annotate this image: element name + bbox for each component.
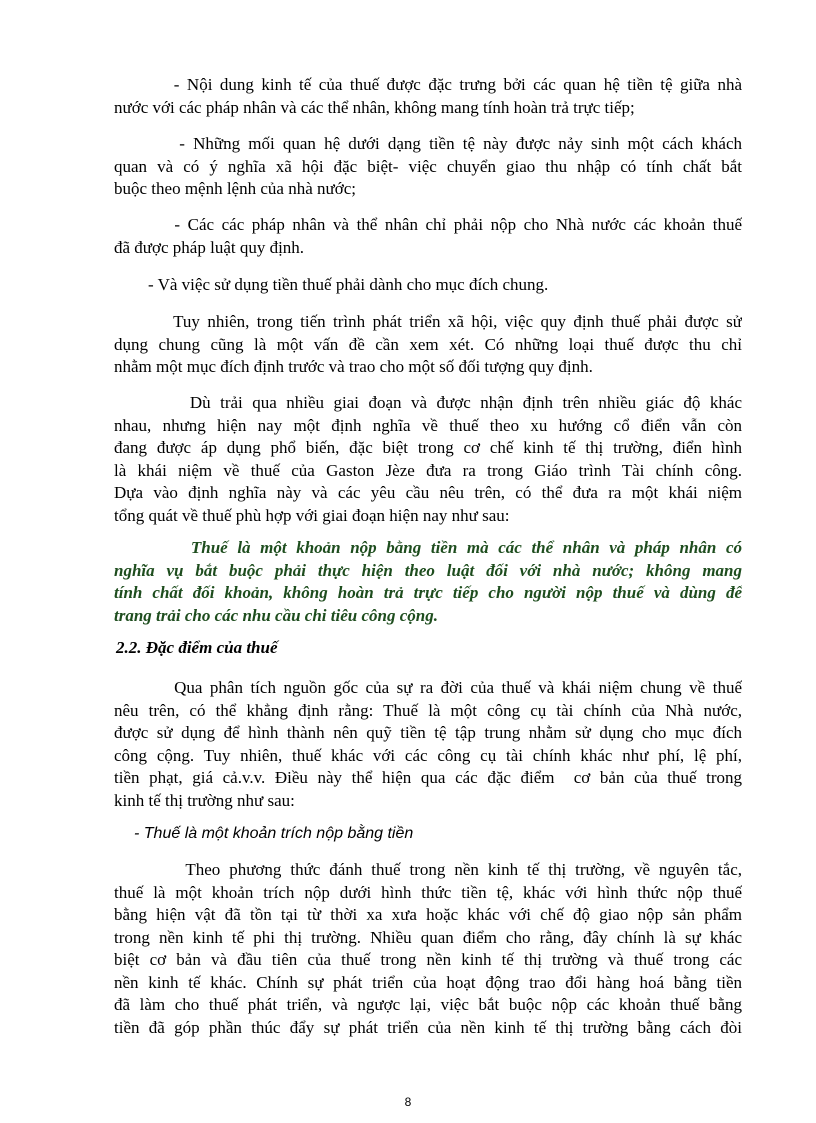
paragraph-1 [114,74,742,119]
text-line: nêu trên, có thể khẳng định rằng: Thuế là một công cụ tài chính của Nhà nước, [114,700,742,720]
text-line: đã làm cho thuế phát triển, và ngược lại, việc bắt buộc nộp các khoản thuế bằng [114,995,742,1014]
text-line: nghĩa vụ bắt buộc phải thực hiện theo luật đối với nhà nước; không mang [114,560,742,580]
text-line: đang được áp dụng phổ biến, đặc biệt trong cơ chế kinh tế thị trường, điển hình [114,438,742,457]
text-line: kinh tế thị trường như sau: [114,790,295,810]
text-line: - Và việc sử dụng tiền thuế phải dành cho mục đích chung. [114,275,549,294]
text-line: được sử dụng để hình thành nên quỹ tiền tệ tập trung nhằm sử dụng cho mục đích [114,723,742,742]
text-line: Theo phương thức đánh thuế trong nền kinh tế thị trường, về nguyên tắc, [114,860,742,879]
text-line: Tuy nhiên, trong tiến trình phát triển xã hội, việc quy định thuế phải được sử [114,312,742,331]
text-line: tổng quát về thuế phù hợp với giai đoạn hiện nay như sau: [114,505,510,525]
paragraph-3 [114,214,742,259]
text-line: - Nội dung kinh tế của thuế được đặc trưng bởi các quan hệ tiền tệ giữa nhà [114,75,742,94]
text-line: Dù trải qua nhiều giai đoạn và được nhận định trên nhiều giác độ khác [114,393,742,412]
text-line: Dựa vào định nghĩa này và các yêu cầu nêu trên, có thể đưa ra một khái niệm [114,483,742,502]
paragraph-5 [114,311,742,379]
text-line: tiền phạt, giá cả.v.v. Điều này thể hiện qua các đặc điểm cơ bản của thuế trong [114,768,742,787]
paragraph-2 [114,133,742,201]
page-number: 8 [404,1095,412,1109]
text-line: thuế là một khoản trích nộp dưới hình thức tiền tệ, khác với hình thức nộp thuế [114,882,742,902]
text-line: trong nền kinh tế phi thị trường. Nhiều quan điểm cho rằng, đây chính là sự khác [114,927,742,947]
text-line: nền kinh tế khác. Chính sự phát triển của hoạt động trao đổi hàng hoá bằng tiền [114,972,742,992]
text-line: - Những mối quan hệ dưới dạng tiền tệ này được nảy sinh một cách khách [114,134,742,153]
paragraph-4 [114,274,742,297]
text-line: dụng chung cũng là một vấn đề cần xem xét. Có những loại thuế được thu chỉ [114,334,742,354]
section-heading: 2.2. Đặc điểm của thuế [116,638,278,657]
text-line: Qua phân tích nguồn gốc của sự ra đời của thuế và khái niệm chung về thuế [114,678,742,697]
text-line: - Các các pháp nhân và thể nhân chỉ phải nộp cho Nhà nước các khoản thuế [114,215,742,234]
final-paragraph [114,859,742,1039]
text-line: là khái niệm về thuế của Gaston Jèze đưa ra trong Giáo trình Tài chính công. [114,460,742,480]
text-line: buộc theo mệnh lệnh của nhà nước; [114,179,356,198]
text-line: nhau, nhưng hiện nay một định nghĩa về thuế theo xu hướng cổ điển vẫn còn [114,415,742,435]
text-line: quan và có ý nghĩa xã hội đặc biệt- việc chuyển giao thu nhập có tính chất bắt [114,156,742,176]
text-line: trang trải cho các nhu cầu chi tiêu công cộng. [114,605,438,625]
paragraph-after-heading [114,677,742,812]
paragraph-6 [114,392,742,527]
text-line: đã được pháp luật quy định. [114,237,305,257]
text-line: nước với các pháp nhân và các thể nhân, không mang tính hoàn trả trực tiếp; [114,97,635,117]
tax-definition [114,537,742,627]
text-line: công cộng. Tuy nhiên, thuế khác với các công cụ tài chính khác như phí, lệ phí, [114,745,742,765]
text-line: tiền đã góp phần thúc đẩy sự phát triển của nền kinh tế thị trường bằng cách đòi [114,1017,742,1037]
text-line: biệt cơ bản và đầu tiên của thuế trong nền kinh tế thị trường và thuế trong các [114,950,742,969]
text-line: bằng hiện vật đã tồn tại từ thời xa xưa hoặc khác với chế độ giao nộp sản phẩm [114,905,742,924]
text-line: tính chất đối khoản, không hoàn trả trực tiếp cho người nộp thuế và dùng để [114,583,742,602]
text-line: Thuế là một khoản nộp bằng tiền mà các thể nhân và pháp nhân có [114,538,742,557]
subheading: - Thuế là một khoản trích nộp bằng tiền [134,825,414,842]
text-line: nhằm một mục đích định trước và trao cho một số đối tượng quy định. [114,357,593,376]
